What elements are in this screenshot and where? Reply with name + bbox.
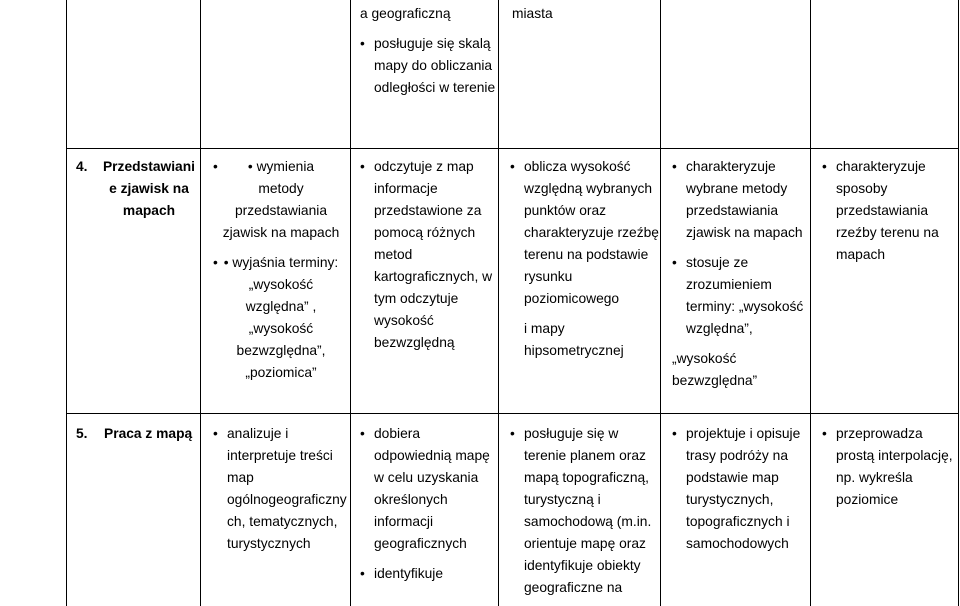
- row5-col3: [510, 423, 660, 599]
- row4-col4-bullet2: • stosuje ze zrozumieniem terminy: „wysokość względna”,: [672, 252, 812, 340]
- row5-col5-bullet1: • przeprowadza prostą interpolację, np. wykreśla poziomice: [822, 423, 958, 511]
- row-divider-middle: [66, 413, 959, 414]
- row4-col1: [213, 156, 349, 384]
- row5-col1-bullet1: • analizuje i interpretuje treści map ogólnogeograficzny ch, tematycznych, turystycznych: [213, 423, 353, 555]
- row4-col4-bullet1: • charakteryzuje wybrane metody przedstawiania zjawisk na mapach: [672, 156, 812, 244]
- row5-col5: [822, 423, 958, 511]
- row4-col3-bullet1: • oblicza wysokość względną wybranych punktów oraz charakteryzuje rzeźbę terenu na podstawie rysunku poziomicowego: [510, 156, 660, 310]
- row5-number: 5.: [76, 426, 88, 441]
- row5-col1: [213, 423, 353, 555]
- row5-col3-bullet1: • posługuje się w terenie planem oraz mapą topograficzną, turystyczną i samochodową (m.in. orientuje mapę oraz identyfikuje obiekty geograficzne na: [510, 423, 660, 599]
- row5-col2-bullet1: • dobiera odpowiednią mapę w celu uzyskania określonych informacji geograficznych: [360, 423, 500, 555]
- top-cell-col3: [512, 3, 652, 25]
- row4-col2-bullet1: • odczytuje z map informacje przedstawione za pomocą różnych metod kartograficznych, w tym odczytuje wysokość bezwzględną: [360, 156, 500, 354]
- row5-title: Praca z mapą: [104, 426, 193, 441]
- table-divider-col4: [660, 0, 661, 606]
- row4-number: 4.: [76, 159, 88, 174]
- row4-col1-bullet1: • • wymienia metody przedstawiania zjawisk na mapach: [213, 156, 349, 244]
- table-border-right: [958, 0, 959, 606]
- row5-col2-bullet2: • identyfikuje: [360, 563, 500, 585]
- row4-col5-bullet1: • charakteryzuje sposoby przedstawiania rzeźby terenu na mapach: [822, 156, 958, 266]
- row5-col4-bullet1: • projektuje i opisuje trasy podróży na podstawie map turystycznych, topograficznych i samochodowych: [672, 423, 812, 555]
- row4-title: Przedstawiani e zjawisk na mapach: [102, 159, 195, 218]
- table-border-left: [66, 0, 67, 606]
- row-divider-top: [66, 148, 959, 149]
- row4-col3-continuation: i mapy hipsometrycznej: [524, 321, 624, 358]
- row4-col1-bullet2: • • wyjaśnia terminy: „wysokość względna” , „wysokość bezwzględna”, „poziomica”: [213, 252, 349, 384]
- row4-col2: [360, 156, 500, 354]
- row5-col2: [360, 423, 500, 585]
- top-col3-line: miasta: [512, 6, 553, 21]
- top-cell-col2: [360, 3, 500, 99]
- row4-col5: [822, 156, 958, 266]
- table-divider-col1: [200, 0, 201, 606]
- row4-col4: [672, 156, 812, 392]
- row4-col4-continuation: „wysokość bezwzględna”: [672, 351, 758, 388]
- top-col2-bullet: • posługuje się skalą mapy do obliczania odległości w terenie: [360, 33, 500, 99]
- row4-col3: [510, 156, 660, 362]
- row5-col4: [672, 423, 812, 555]
- top-col2-line: a geograficzną: [360, 6, 451, 21]
